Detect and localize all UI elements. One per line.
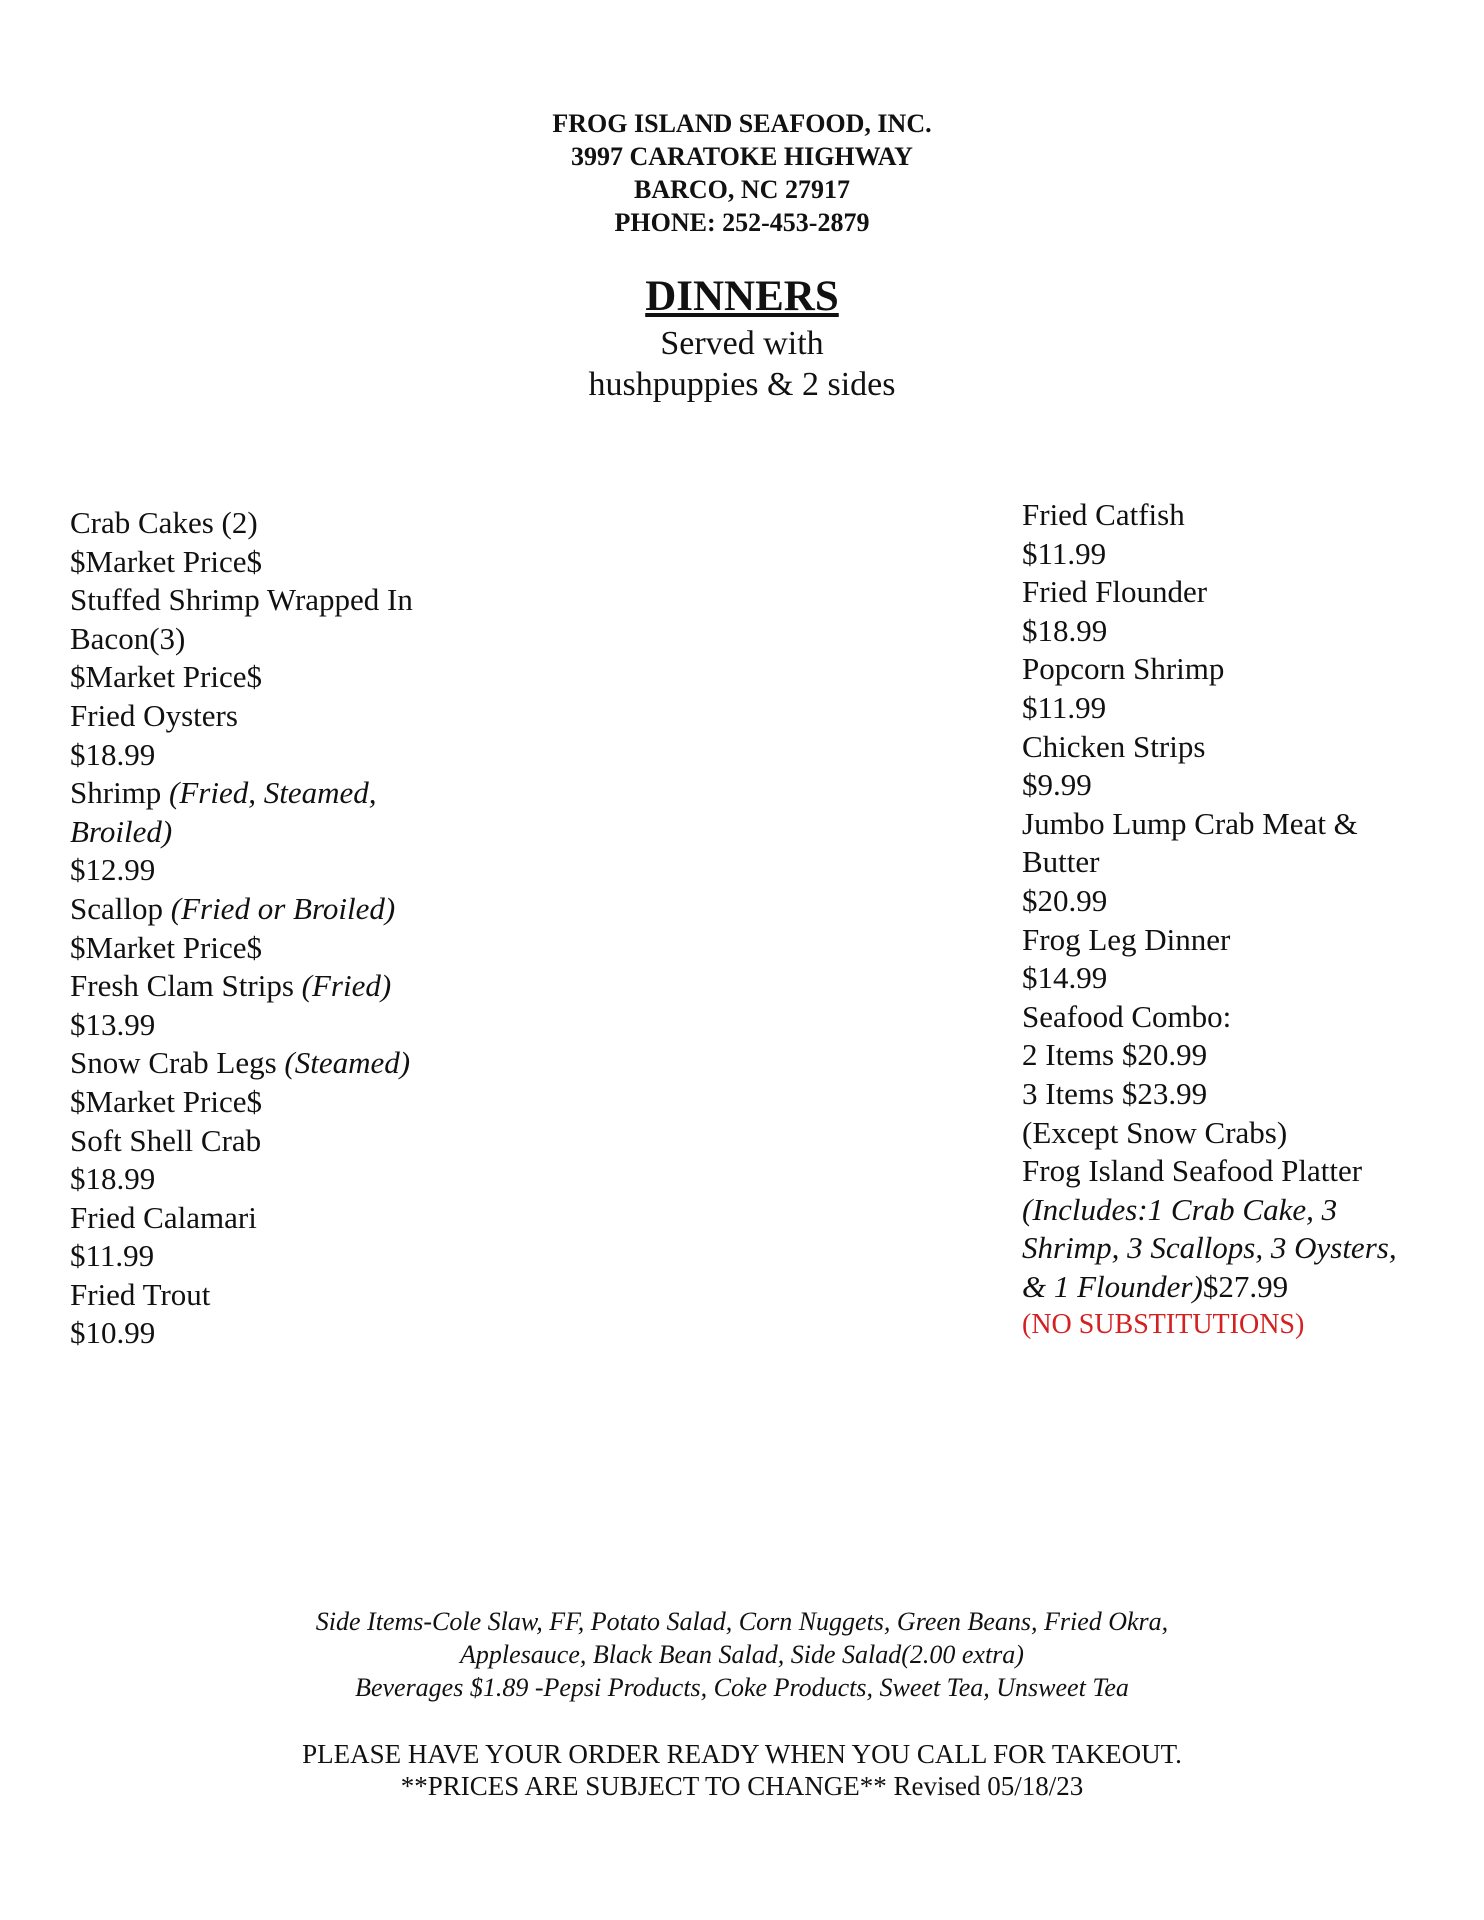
menu-item-name: Frog Leg Dinner xyxy=(1022,921,1231,957)
side-items-section xyxy=(0,1605,1484,1704)
menu-subtitle xyxy=(0,323,1484,405)
menu-item-price: $11.99 xyxy=(1022,535,1107,571)
menu-item-note: Shrimp, 3 Scallops, 3 Oysters, xyxy=(1022,1230,1397,1266)
menu-item-price: $20.99 xyxy=(1022,882,1108,918)
menu-item-name: Frog Island Seafood Platter xyxy=(1022,1153,1363,1189)
menu-item-note: & 1 Flounder) xyxy=(1022,1268,1203,1304)
menu-item-row xyxy=(70,1044,490,1083)
footer-notice xyxy=(0,1738,1484,1802)
menu-item-note: Broiled) xyxy=(70,813,173,849)
menu-item-name: Soft Shell Crab xyxy=(70,1122,262,1158)
subtitle-line-2: hushpuppies & 2 sides xyxy=(588,366,896,403)
menu-item-price: $Market Price$ xyxy=(70,543,262,579)
business-name: FROG ISLAND SEAFOOD, INC. xyxy=(552,109,932,138)
menu-item-note: (Fried or Broiled) xyxy=(170,890,396,926)
menu-item-name: Fried Catfish xyxy=(1022,497,1185,532)
menu-item-price: $18.99 xyxy=(1022,612,1108,648)
menu-item-price: $13.99 xyxy=(70,1006,156,1042)
menu-item-note: (Except Snow Crabs) xyxy=(1022,1114,1288,1150)
menu-item-name: Bacon(3) xyxy=(70,620,186,656)
menu-item-row xyxy=(70,890,490,929)
menu-item-name: Snow Crab Legs xyxy=(70,1045,285,1081)
menu-title: DINNERS xyxy=(645,273,839,320)
menu-item-name: Seafood Combo: xyxy=(1022,998,1232,1034)
business-address: 3997 CARATOKE HIGHWAY xyxy=(571,142,913,171)
menu-item-name: Fresh Clam Strips xyxy=(70,968,302,1004)
menu-item-name: Jumbo Lump Crab Meat & xyxy=(1022,805,1358,841)
business-phone: PHONE: 252-453-2879 xyxy=(614,208,870,237)
subtitle-line-1: Served with xyxy=(660,325,824,362)
menu-item-name: Stuffed Shrimp Wrapped In xyxy=(70,582,413,618)
menu-item-note: (Includes:1 Crab Cake, 3 xyxy=(1022,1191,1338,1227)
business-city: BARCO, NC 27917 xyxy=(634,175,850,204)
menu-item-row xyxy=(1022,1268,1472,1307)
menu-item-name: Fried Oysters xyxy=(70,697,238,733)
menu-item-price: $Market Price$ xyxy=(70,659,262,695)
menu-item-row xyxy=(70,967,490,1006)
menu-item-price: $11.99 xyxy=(70,1238,155,1274)
takeout-notice: PLEASE HAVE YOUR ORDER READY WHEN YOU CALL FOR TAKEOUT. xyxy=(302,1739,1182,1769)
beverages-line: Beverages $1.89 -Pepsi Products, Coke Products, Sweet Tea, Unsweet Tea xyxy=(355,1673,1129,1702)
menu-item-price: 3 Items $23.99 xyxy=(1022,1075,1208,1111)
menu-column-right xyxy=(1022,496,1472,1345)
menu-item-note: (Fried) xyxy=(301,968,392,1004)
menu-item-name: Fried Trout xyxy=(70,1276,211,1312)
menu-item-price: $14.99 xyxy=(1022,960,1108,996)
menu-item-price: 2 Items $20.99 xyxy=(1022,1037,1208,1073)
menu-item-price: $18.99 xyxy=(70,1161,156,1197)
menu-item-price: $18.99 xyxy=(70,736,156,772)
menu-item-name: Crab Cakes (2) xyxy=(70,505,258,540)
menu-item-name: Shrimp xyxy=(70,775,170,811)
menu-item-price: $27.99 xyxy=(1202,1268,1289,1304)
menu-item-price: $9.99 xyxy=(1022,767,1092,803)
menu-item-name: Fried Calamari xyxy=(70,1199,257,1235)
menu-item-name: Fried Flounder xyxy=(1022,574,1208,610)
menu-item-price: $12.99 xyxy=(70,852,156,888)
menu-item-price: $Market Price$ xyxy=(70,1083,262,1119)
menu-item-note: (Fried, Steamed, xyxy=(169,775,377,811)
menu-item-price: $Market Price$ xyxy=(70,929,262,965)
menu-item-row xyxy=(70,774,490,813)
no-substitutions-warning: (NO SUBSTITUTIONS) xyxy=(1022,1309,1305,1341)
menu-item-price: $10.99 xyxy=(70,1315,156,1351)
menu-item-name: Butter xyxy=(1022,844,1100,880)
menu-item-note: (Steamed) xyxy=(284,1045,411,1081)
menu-item-price: $11.99 xyxy=(1022,689,1107,725)
menu-item-name: Scallop xyxy=(70,890,171,926)
side-items-line-2: Applesauce, Black Bean Salad, Side Salad(2.00 extra) xyxy=(460,1640,1024,1669)
price-change-notice: **PRICES ARE SUBJECT TO CHANGE** Revised 05/18/23 xyxy=(400,1771,1084,1801)
menu-column-left xyxy=(70,504,490,1353)
menu-item-name: Popcorn Shrimp xyxy=(1022,651,1225,687)
business-header xyxy=(0,107,1484,239)
side-items-line-1: Side Items-Cole Slaw, FF, Potato Salad, Corn Nuggets, Green Beans, Fried Okra, xyxy=(315,1607,1169,1636)
menu-item-name: Chicken Strips xyxy=(1022,728,1206,764)
